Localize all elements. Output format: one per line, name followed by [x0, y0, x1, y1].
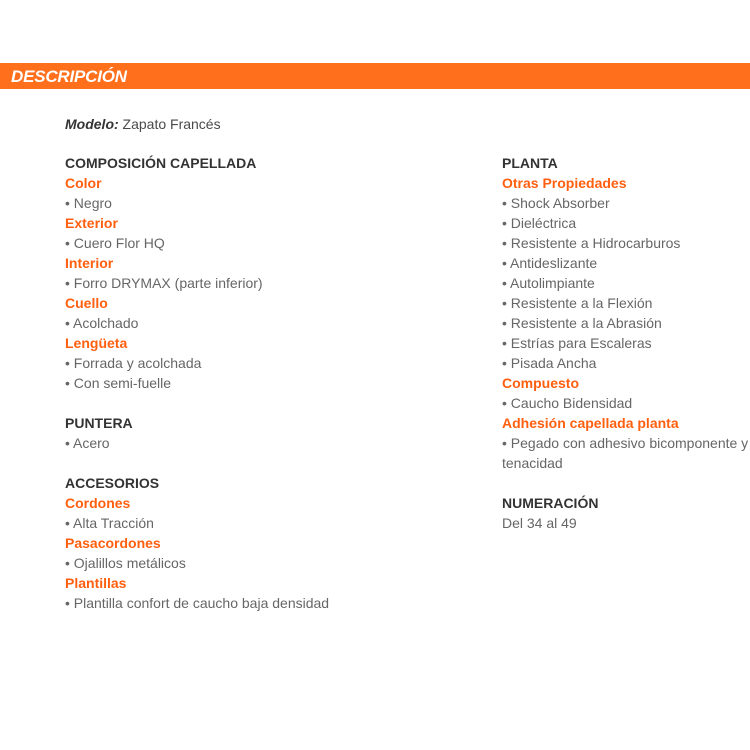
- interior-label: Interior: [65, 255, 114, 271]
- numeracion-value: Del 34 al 49: [502, 515, 577, 531]
- left-column: [65, 153, 485, 613]
- planta-property-item: • Shock Absorber: [502, 195, 610, 211]
- cordones-item: • Alta Tracción: [65, 515, 154, 531]
- right-column: [502, 153, 750, 533]
- numeracion-heading: NUMERACIÓN: [502, 495, 599, 511]
- accesorios-heading: ACCESORIOS: [65, 475, 160, 491]
- adhesion-item-continued: tenacidad: [502, 455, 563, 471]
- adhesion-label: Adhesión capellada planta: [502, 415, 679, 431]
- adhesion-item: • Pegado con adhesivo bicomponente y: [502, 435, 749, 451]
- spacer: [65, 453, 485, 473]
- pasacordones-item: • Ojalillos metálicos: [65, 555, 186, 571]
- plantillas-label: Plantillas: [65, 575, 127, 591]
- planta-property-item: • Dieléctrica: [502, 215, 577, 231]
- cuello-label: Cuello: [65, 295, 108, 311]
- pasacordones-label: Pasacordones: [65, 535, 161, 551]
- lengueta-item: • Con semi-fuelle: [65, 375, 172, 391]
- interior-item: • Forro DRYMAX (parte inferior): [65, 275, 263, 291]
- modelo-value: Zapato Francés: [122, 116, 221, 132]
- planta-heading: PLANTA: [502, 155, 558, 171]
- compuesto-item: • Caucho Bidensidad: [502, 395, 633, 411]
- planta-property-item: • Autolimpiante: [502, 275, 595, 291]
- planta-property-item: • Estrías para Escaleras: [502, 335, 652, 351]
- composicion-heading: COMPOSICIÓN CAPELLADA: [65, 155, 257, 171]
- spacer: [502, 473, 750, 493]
- description-banner: [0, 63, 750, 89]
- planta-property-item: • Resistente a la Abrasión: [502, 315, 662, 331]
- modelo-line: [65, 114, 221, 134]
- color-item: • Negro: [65, 195, 112, 211]
- lengueta-label: Lengüeta: [65, 335, 128, 351]
- color-label: Color: [65, 175, 102, 191]
- spacer: [65, 393, 485, 413]
- planta-property-item: • Pisada Ancha: [502, 355, 597, 371]
- planta-property-item: • Resistente a Hidrocarburos: [502, 235, 681, 251]
- puntera-item: • Acero: [65, 435, 110, 451]
- plantillas-item: • Plantilla confort de caucho baja densidad: [65, 595, 330, 611]
- puntera-heading: PUNTERA: [65, 415, 133, 431]
- modelo-label: Modelo:: [65, 116, 119, 132]
- planta-property-item: • Antideslizante: [502, 255, 598, 271]
- lengueta-item: • Forrada y acolchada: [65, 355, 202, 371]
- exterior-item: • Cuero Flor HQ: [65, 235, 165, 251]
- compuesto-label: Compuesto: [502, 375, 579, 391]
- cuello-item: • Acolchado: [65, 315, 139, 331]
- cordones-label: Cordones: [65, 495, 131, 511]
- exterior-label: Exterior: [65, 215, 118, 231]
- otras-propiedades-label: Otras Propiedades: [502, 175, 627, 191]
- planta-property-item: • Resistente a la Flexión: [502, 295, 653, 311]
- description-title: DESCRIPCIÓN: [11, 67, 127, 86]
